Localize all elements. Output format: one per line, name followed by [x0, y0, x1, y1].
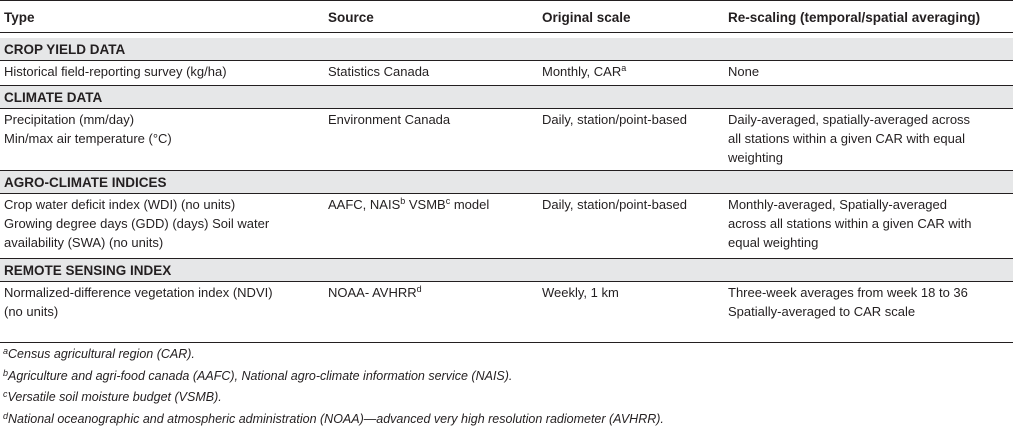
- footnote: $^b$Agriculture and agri-food canada (AAFC), National agro-climate information service (NAIS).: [3, 367, 513, 383]
- scale-cell: Daily, station/point-based: [542, 112, 688, 127]
- header-source: Source: [328, 10, 374, 25]
- section-title: REMOTE SENSING INDEX: [4, 263, 172, 278]
- rescaling-line: Three-week averages from week 18 to 36: [728, 285, 968, 300]
- table-row-climate: [0, 108, 1013, 170]
- header-type: Type: [4, 10, 35, 25]
- section-title: CROP YIELD DATA: [4, 42, 126, 57]
- table-row-agro-climate: [0, 193, 1013, 258]
- footnote: $^d$National oceanographic and atmospheric administration (NOAA)—advanced very high resolution radiometer (AVHRR).: [3, 410, 664, 426]
- source-cell: AAFC, NAIS$^b$ VSMB$^c$ model: [328, 196, 490, 212]
- table-header: [0, 0, 1013, 33]
- footnote: $^a$Census agricultural region (CAR).: [3, 346, 195, 361]
- section-heading-crop-yield: [0, 38, 1013, 60]
- table-row-crop-yield: [0, 60, 1013, 85]
- rescaling-line: across all stations within a given CAR with: [728, 216, 972, 231]
- type-line: Historical field-reporting survey (kg/ha): [4, 64, 227, 79]
- footnote: $^c$Versatile soil moisture budget (VSMB).: [3, 389, 222, 404]
- rescaling-line: Daily-averaged, spatially-averaged across: [728, 112, 971, 127]
- rescaling-line: None: [728, 64, 760, 79]
- scale-cell: Monthly, CAR$^a$: [542, 63, 627, 79]
- scale-cell: Daily, station/point-based: [542, 197, 688, 212]
- header-rescaling: Re-scaling (temporal/spatial averaging): [728, 10, 981, 25]
- table-row-remote-sensing: [0, 281, 1013, 328]
- section-heading-agro-climate: [0, 170, 1013, 193]
- section-title: AGRO-CLIMATE INDICES: [4, 175, 167, 190]
- header-original-scale: Original scale: [542, 10, 631, 25]
- footnotes: [3, 344, 1008, 430]
- table-bottom-rule: [0, 342, 1013, 343]
- section-heading-climate: [0, 85, 1013, 108]
- source-cell: NOAA- AVHRR$^d$: [328, 284, 422, 300]
- type-line: Growing degree days (GDD) (days) Soil water: [4, 216, 270, 231]
- type-line: availability (SWA) (no units): [4, 235, 164, 250]
- rescaling-line: equal weighting: [728, 235, 819, 250]
- scale-cell: Weekly, 1 km: [542, 285, 619, 300]
- type-line: Precipitation (mm/day): [4, 112, 135, 127]
- rescaling-line: all stations within a given CAR with equal: [728, 131, 966, 146]
- type-line: Min/max air temperature (°C): [4, 131, 172, 146]
- section-heading-remote-sensing: [0, 258, 1013, 281]
- type-line: (no units): [4, 304, 59, 319]
- type-line: Crop water deficit index (WDI) (no units): [4, 197, 236, 212]
- rescaling-line: Monthly-averaged, Spatially-averaged: [728, 197, 947, 212]
- rescaling-line: weighting: [728, 150, 783, 165]
- section-title: CLIMATE DATA: [4, 90, 103, 105]
- rescaling-line: Spatially-averaged to CAR scale: [728, 304, 916, 319]
- source-cell: Statistics Canada: [328, 64, 430, 79]
- source-cell: Environment Canada: [328, 112, 451, 127]
- type-line: Normalized-difference vegetation index (NDVI): [4, 285, 273, 300]
